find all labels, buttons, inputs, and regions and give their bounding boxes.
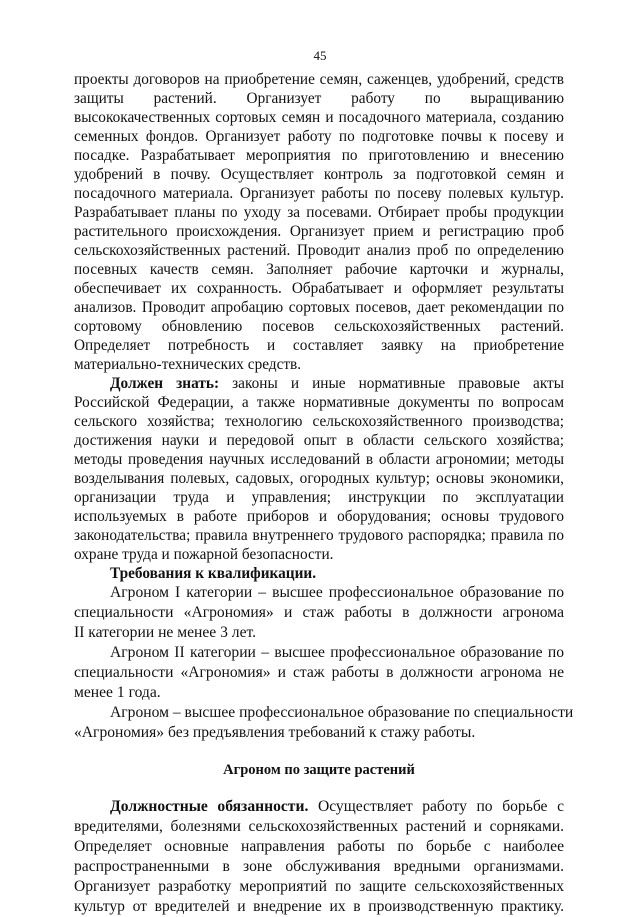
- duties-paragraph: [74, 797, 564, 917]
- text-line: II категории не менее 3 лет.: [74, 624, 257, 641]
- text-line: посадочного материала. Организует работы по посеву полевых культур.: [74, 185, 564, 202]
- text-line: растительного происхождения. Организует прием и регистрацию проб: [74, 223, 564, 240]
- text-line: проекты договоров на приобретение семян, саженцев, удобрений, средств: [74, 71, 564, 88]
- text-line: Агроном II категории – высшее профессиональное образование по: [110, 644, 564, 661]
- must-know-label: Должен знать:: [110, 375, 220, 392]
- text-line: культур от вредителей и внедрение их в производственную практику.: [74, 898, 564, 915]
- text-line: обеспечивает их сохранность. Обрабатывает и оформляет результаты: [74, 280, 564, 297]
- text-line: сортовому обновлению посевов сельскохозяйственных растений.: [74, 318, 564, 335]
- text-line: семенных фондов. Организует работу по подготовке почвы к посеву и: [74, 128, 564, 145]
- document-body: [74, 70, 574, 917]
- text-line: законодательства; правила внутреннего трудового распорядка; правила по: [74, 527, 564, 544]
- qualification-section: [74, 564, 574, 743]
- page-number: 45: [313, 48, 327, 63]
- text-line: Определяет потребность и составляет заявку на приобретение: [74, 337, 564, 354]
- responsibilities-continued-paragraph: [74, 70, 564, 374]
- text-line: [74, 797, 564, 817]
- text-line: Определяет основные направления работы по борьбе с наиболее: [74, 838, 564, 855]
- text-line: вредителями, болезнями сельскохозяйственных растений и сорняками.: [74, 818, 564, 835]
- must-know-paragraph: [74, 374, 564, 564]
- text-line: удобрений в почву. Осуществляет контроль за подготовкой семян и: [74, 166, 564, 183]
- duties-label: Должностные обязанности.: [110, 798, 309, 815]
- text-line: посевных качеств семян. Заполняет рабочие карточки и журналы,: [74, 261, 564, 278]
- qualification-category-2: [74, 643, 564, 703]
- text-line: охране труда и пожарной безопасности.: [74, 546, 334, 563]
- text-line: Агроном – высшее профессиональное образование по специальности: [110, 704, 574, 721]
- text-line: используемых в работе приборов и оборудования; основы трудового: [74, 508, 564, 525]
- text-line: распространенными в зоне обслуживания вредными организмами.: [74, 858, 564, 875]
- text-line: анализов. Проводит апробацию сортовых посевов, дает рекомендации по: [74, 299, 564, 316]
- text-line: «Агрономия» без предъявления требований к стажу работы.: [74, 724, 476, 741]
- text-line: материально-технических средств.: [74, 356, 302, 373]
- text-line: сельского хозяйства; технологию сельскохозяйственного производства;: [74, 413, 564, 430]
- qualification-items: [74, 583, 574, 743]
- text-line: Российской Федерации, а также нормативные документы по вопросам: [74, 394, 564, 411]
- text-line: сельскохозяйственных растений. Проводит анализ проб по определению: [74, 242, 564, 259]
- text-line: [74, 374, 564, 393]
- text-line: возделывания полевых, садовых, огородных культур; основы экономики,: [74, 470, 564, 487]
- text-line: достижения науки и передовой опыт в области сельского хозяйства;: [74, 432, 564, 449]
- text-line: Организует разработку мероприятий по защите сельскохозяйственных: [74, 878, 564, 895]
- text-line: посадке. Разрабатывает мероприятия по приготовлению и внесению: [74, 147, 564, 164]
- text-line: менее 1 года.: [74, 684, 161, 701]
- qualification-category-1: [74, 583, 564, 643]
- text-line: защиты растений. Организует работу по выращиванию: [74, 90, 564, 107]
- section-title: Агроном по защите растений: [223, 762, 415, 778]
- text-line: Разрабатывает планы по уходу за посевами. Отбирает пробы продукции: [74, 204, 564, 221]
- text-line: специальности «Агрономия» и стаж работы в должности агронома: [74, 604, 564, 621]
- text-line: специальности «Агрономия» и стаж работы в должности агронома не: [74, 664, 564, 681]
- text-line: Агроном I категории – высшее профессиональное образование по: [110, 584, 564, 601]
- must-know-first-text: законы и иные нормативные правовые акты: [232, 375, 565, 392]
- qualification-heading: Требования к квалификации.: [110, 565, 317, 582]
- duties-first-text: Осуществляет работу по борьбе с: [317, 798, 564, 815]
- text-line: высококачественных сортовых семян и посадочного материала, созданию: [74, 109, 564, 126]
- text-line: организации труда и управления; инструкции по эксплуатации: [74, 489, 564, 506]
- qualification-base: [74, 703, 574, 743]
- text-line: методы проведения научных исследований в области агрономии; методы: [74, 451, 564, 468]
